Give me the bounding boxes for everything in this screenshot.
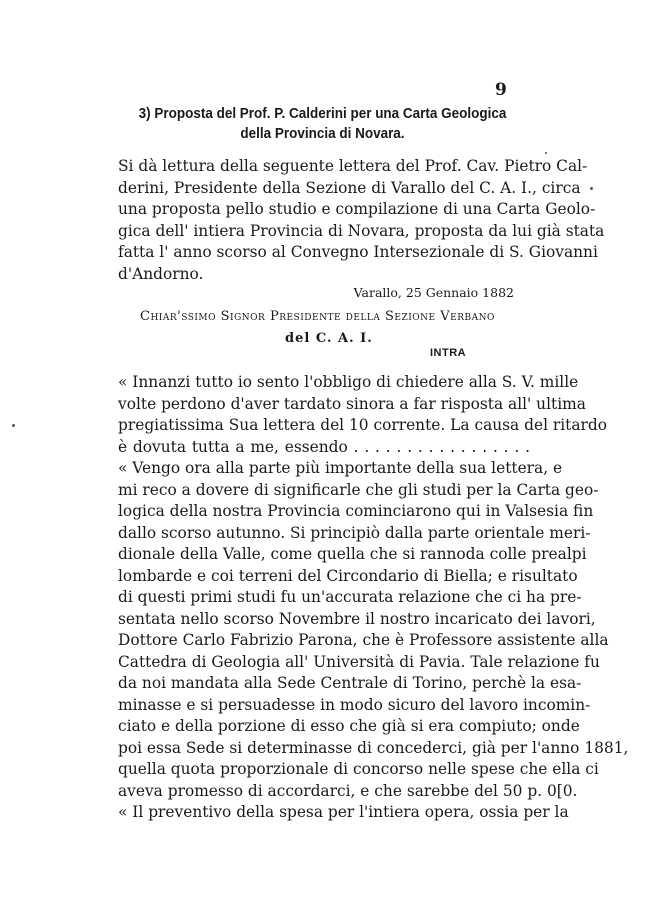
letter-line: ciato e della porzione di esso che già si era compiuto; onde — [118, 717, 580, 735]
letter-line: lombarde e coi terreni del Circondario di Biella; e risultato — [118, 566, 578, 585]
letter-line: minasse e si persuadesse in modo sicuro del lavoro incomin- — [118, 695, 591, 714]
intro-paragraph — [118, 156, 605, 285]
heading-line-2: della Provincia di Novara. — [240, 126, 405, 142]
letter-line: mi reco a dovere di significarle che gli studi per la Carta geo- — [118, 480, 599, 499]
letter-line: quella quota proporzionale di concorso nelle spese che ella ci — [118, 760, 599, 778]
letter-salutation-org: del C. A. I. — [285, 331, 373, 346]
letter-line: logica della nostra Provincia cominciarono qui in Valsesia fin — [118, 502, 594, 520]
letter-line: dionale della Valle, come quella che si rannoda colle prealpi — [118, 545, 587, 563]
letter-line: « Vengo ora alla parte più importante della sua lettera, e — [118, 459, 563, 477]
letter-line: dallo scorso autunno. Si principiò dalla parte orientale meri- — [118, 523, 591, 542]
letter-dateline: Varallo, 25 Gennaio 1882 — [353, 285, 514, 300]
letter-salutation: Chiar'ssimo Signor Presidente della Sezione Verbano — [140, 309, 495, 324]
heading-line-1: 3) Proposta del Prof. P. Calderini per una Carta Geologica — [138, 106, 507, 122]
letter-body — [118, 372, 629, 824]
letter-line: sentata nello scorso Novembre il nostro incaricato dei lavori, — [118, 609, 596, 628]
intro-line: d'Andorno. — [118, 264, 204, 283]
letter-line: poi essa Sede si determinasse di concederci, già per l'anno 1881, — [118, 738, 629, 757]
letter-line: aveva promesso di accordarci, e che sarebbe del 50 p. 0[0. — [118, 781, 578, 800]
letter-salutation-city: INTRA — [430, 347, 467, 359]
scan-speck — [545, 152, 547, 154]
intro-line: gica dell' intiera Provincia di Novara, proposta da lui già stata — [118, 221, 605, 240]
intro-line: Si dà lettura della seguente lettera del Prof. Cav. Pietro Cal- — [118, 157, 588, 175]
letter-line: è dovuta tutta a me, essendo . . . . . . . . . . . . . . . . . — [118, 437, 530, 456]
section-heading — [134, 104, 511, 144]
letter-line: pregiatissima Sua lettera del 10 corrente. La causa del ritardo — [118, 416, 608, 434]
letter-line: volte perdono d'aver tardato sinora a far risposta all' ultima — [118, 394, 586, 413]
intro-line: derini, Presidente della Sezione di Varallo del C. A. I., circa — [118, 178, 581, 197]
letter-line: « Il preventivo della spesa per l'intiera opera, ossia per la — [118, 803, 569, 821]
letter-line: di questi primi studi fu un'accurata relazione che ci ha pre- — [118, 588, 582, 606]
scan-speck — [12, 424, 15, 427]
intro-line: fatta l' anno scorso al Convegno Intersezionale di S. Giovanni — [118, 243, 598, 261]
letter-line: « Innanzi tutto io sento l'obbligo di chiedere alla S. V. mille — [118, 373, 579, 391]
letter-line: Dottore Carlo Fabrizio Parona, che è Professore assistente alla — [118, 631, 609, 649]
letter-line: da noi mandata alla Sede Centrale di Torino, perchè la esa- — [118, 674, 582, 692]
intro-line: una proposta pello studio e compilazione di una Carta Geolo- — [118, 200, 596, 218]
page-number: 9 — [495, 80, 507, 100]
letter-line: Cattedra di Geologia all' Università di Pavia. Tale relazione fu — [118, 652, 600, 671]
scan-speck — [590, 187, 593, 190]
